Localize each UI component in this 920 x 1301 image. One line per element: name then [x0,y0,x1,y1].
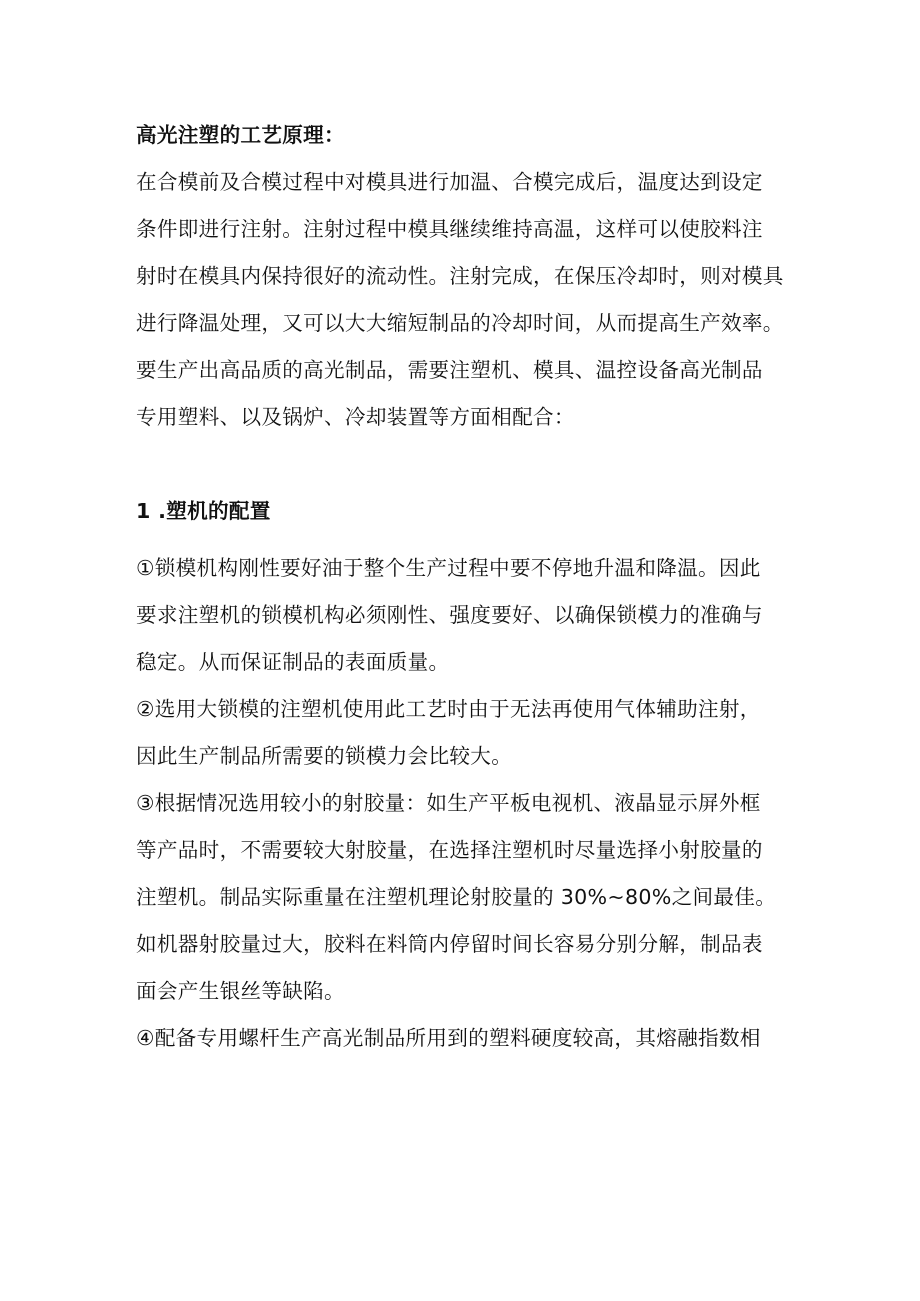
section-line: 如机器射胶量过大，胶料在料筒内停留时间长容易分别分解，制品表 [136,932,763,956]
section-heading: 1 .塑机的配置 [136,499,271,523]
section-line: ④配备专用螺杆生产高光制品所用到的塑料硬度较高，其熔融指数相 [136,1026,761,1050]
intro-line: 专用塑料、以及锅炉、冷却装置等方面相配合： [136,405,575,429]
section-line: 等产品时，不需要较大射胶量，在选择注塑机时尽量选择小射胶量的 [136,838,763,862]
intro-line: 条件即进行注射。注射过程中模具继续维持高温，这样可以使胶料注 [136,217,763,241]
section-line: ②选用大锁模的注塑机使用此工艺时由于无法再使用气体辅助注射， [136,697,761,721]
intro-line: 射时在模具内保持很好的流动性。注射完成，在保压冷却时，则对模具 [136,264,784,288]
section-line: 稳定。从而保证制品的表面质量。 [136,650,450,674]
section-line: 因此生产制品所需要的锁模力会比较大。 [136,744,513,768]
intro-line: 在合模前及合模过程中对模具进行加温、合模完成后，温度达到设定 [136,170,763,194]
section-line: 注塑机。制品实际重量在注塑机理论射胶量的 30%~80%之间最佳。 [136,885,777,909]
intro-line: 要生产出高品质的高光制品，需要注塑机、模具、温控设备高光制品 [136,358,763,382]
section-line: ①锁模机构刚性要好油于整个生产过程中要不停地升温和降温。因此 [136,556,761,580]
section-line: 面会产生银丝等缺陷。 [136,979,345,1003]
intro-line: 进行降温处理，又可以大大缩短制品的冷却时间，从而提高生产效率。 [136,311,784,335]
intro-paragraph [136,159,796,441]
document-title: 高光注塑的工艺原理： [136,123,345,147]
document-page [136,112,796,1062]
section-body [136,545,796,1062]
section-line: ③根据情况选用较小的射胶量：如生产平板电视机、液晶显示屏外框 [136,791,761,815]
section-line: 要求注塑机的锁模机构必须刚性、强度要好、以确保锁模力的准确与 [136,603,763,627]
